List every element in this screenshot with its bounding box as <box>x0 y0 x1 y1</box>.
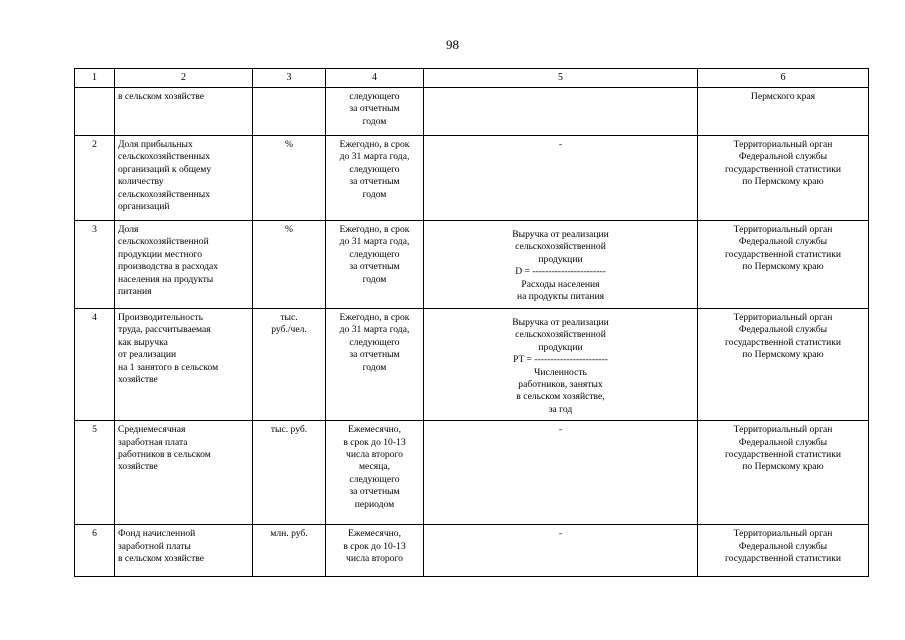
period-line: годом <box>362 361 387 373</box>
period-cell <box>326 309 424 421</box>
formula-line: продукции <box>538 253 583 265</box>
period-cell <box>326 421 424 525</box>
source-cell <box>698 525 869 577</box>
source-line: государственной статистики <box>724 336 842 348</box>
row-number-cell <box>75 88 115 136</box>
indicator-line: Доля прибыльных <box>118 139 193 150</box>
row-number-cell: 4 <box>75 309 115 421</box>
period-line: до 31 марта года, <box>339 324 410 336</box>
row-number-cell: 3 <box>75 221 115 309</box>
indicator-cell <box>115 525 253 577</box>
unit-line: % <box>285 224 293 235</box>
header-cell-5: 5 <box>424 69 698 88</box>
indicator-line: от реализации <box>118 349 177 361</box>
indicator-line: населения на продукты <box>118 273 214 285</box>
row-number-cell: 2 <box>75 136 115 221</box>
period-line: годом <box>362 188 387 200</box>
indicator-line: в сельском хозяйстве <box>118 91 204 102</box>
source-line: Территориальный орган <box>733 424 833 436</box>
source-line: по Пермскому краю <box>742 461 824 473</box>
period-line: за отчетным <box>349 261 400 273</box>
indicator-line: производства в расходах <box>118 261 219 273</box>
source-cell <box>698 421 869 525</box>
source-line: Федеральной службы <box>738 540 828 552</box>
period-cell <box>326 221 424 309</box>
formula-cell <box>424 88 698 136</box>
source-line: по Пермскому краю <box>742 176 824 188</box>
indicator-line: заработная плата <box>118 436 188 448</box>
period-line: в срок до 10-13 <box>343 540 406 552</box>
formula-line: Расходы населения <box>521 278 600 290</box>
indicator-line: количеству <box>118 176 164 188</box>
indicator-line: Среднемесячная <box>118 424 186 436</box>
period-line: следующего <box>349 91 400 102</box>
formula-line: Численность <box>534 366 587 378</box>
formula-cell <box>424 221 698 309</box>
indicator-table <box>74 68 869 577</box>
indicator-line: организаций <box>118 201 170 213</box>
formula-line: - <box>558 528 563 540</box>
formula-line: работников, занятых <box>518 379 603 391</box>
formula-line: в сельском хозяйстве, <box>516 391 605 403</box>
unit-cell <box>253 525 326 577</box>
unit-line: % <box>285 139 293 150</box>
period-line: до 31 марта года, <box>339 151 410 163</box>
source-line: по Пермскому краю <box>742 349 824 361</box>
unit-cell <box>253 221 326 309</box>
indicator-line: сельскохозяйственной <box>118 236 209 248</box>
source-line: государственной статистики <box>724 163 842 175</box>
indicator-line: на 1 занятого в сельском <box>118 361 219 373</box>
indicator-line: сельскохозяйственных <box>118 188 211 200</box>
header-cell-6: 6 <box>698 69 869 88</box>
indicator-line: хозяйстве <box>118 374 158 386</box>
period-line: следующего <box>349 336 400 348</box>
period-cell <box>326 88 424 136</box>
period-line: месяца, <box>358 461 391 473</box>
source-line: Территориальный орган <box>733 528 833 540</box>
period-line: за отчетным <box>349 176 400 188</box>
page-number: 98 <box>446 37 459 52</box>
indicator-line: сельскохозяйственных <box>118 151 211 163</box>
period-line: Ежегодно, в срок <box>339 312 410 323</box>
formula-cell <box>424 525 698 577</box>
unit-line: руб./чел. <box>271 324 307 336</box>
formula-line: продукции <box>538 341 583 353</box>
period-line: Ежемесячно, <box>347 528 401 540</box>
period-line: за отчетным <box>349 103 400 115</box>
period-line: за отчетным <box>349 349 400 361</box>
source-line: Федеральной службы <box>738 151 828 163</box>
formula-cell <box>424 136 698 221</box>
source-line: Территориальный орган <box>733 139 833 150</box>
period-line: до 31 марта года, <box>339 236 410 248</box>
indicator-cell <box>115 221 253 309</box>
indicator-line: Доля <box>118 224 139 235</box>
unit-cell <box>253 88 326 136</box>
unit-line: тыс. руб. <box>270 424 308 436</box>
indicator-line: Производительность <box>118 312 204 323</box>
period-line: за отчетным <box>349 486 400 498</box>
formula-line: на продукты питания <box>516 291 604 303</box>
source-cell <box>698 136 869 221</box>
formula-line: D = ----------------------- <box>515 266 606 278</box>
formula-line: PT = ----------------------- <box>513 354 608 366</box>
unit-line: млн. руб. <box>270 528 308 540</box>
source-line: государственной статистики <box>724 449 842 461</box>
period-line: следующего <box>349 163 400 175</box>
indicator-line: труда, рассчитываемая <box>118 324 211 336</box>
unit-cell <box>253 421 326 525</box>
source-line: Пермского края <box>750 91 816 102</box>
unit-line: тыс. <box>280 312 298 323</box>
indicator-line: питания <box>118 286 152 298</box>
table-row <box>75 525 869 577</box>
source-line: государственной статистики <box>724 248 842 260</box>
source-cell <box>698 88 869 136</box>
indicator-line: хозяйстве <box>118 461 158 473</box>
table-row <box>75 136 869 221</box>
indicator-cell <box>115 421 253 525</box>
header-cell-2: 2 <box>115 69 253 88</box>
table-row <box>75 309 869 421</box>
table-body <box>75 69 869 577</box>
indicator-line: в сельском хозяйстве <box>118 553 204 565</box>
header-cell-3: 3 <box>253 69 326 88</box>
unit-cell <box>253 136 326 221</box>
formula-line: - <box>558 139 563 150</box>
indicator-line: как выручка <box>118 336 168 348</box>
source-line: по Пермскому краю <box>742 261 824 273</box>
formula-line: за год <box>548 403 573 415</box>
table-row <box>75 88 869 136</box>
period-line: в срок до 10-13 <box>343 436 406 448</box>
indicator-line: работников в сельском <box>118 449 211 461</box>
formula-line: - <box>558 424 563 436</box>
source-line: Федеральной службы <box>738 324 828 336</box>
formula-line: сельскохозяйственной <box>515 241 606 253</box>
formula-line: Выручка от реализации <box>512 317 609 328</box>
indicator-line: заработной платы <box>118 540 191 552</box>
period-line: периодом <box>354 498 395 510</box>
formula-cell <box>424 309 698 421</box>
indicator-cell <box>115 136 253 221</box>
row-number-cell: 5 <box>75 421 115 525</box>
period-line: годом <box>362 273 387 285</box>
indicator-line: Фонд начисленной <box>118 528 196 540</box>
source-line: Федеральной службы <box>738 436 828 448</box>
header-cell-4: 4 <box>326 69 424 88</box>
table-row <box>75 421 869 525</box>
unit-cell <box>253 309 326 421</box>
indicator-cell <box>115 309 253 421</box>
indicator-cell <box>115 88 253 136</box>
period-line: числа второго <box>346 553 403 565</box>
period-line: числа второго <box>346 449 403 461</box>
period-line: Ежегодно, в срок <box>339 139 410 150</box>
row-number-cell: 6 <box>75 525 115 577</box>
formula-line: сельскохозяйственной <box>515 329 606 341</box>
source-line: Территориальный орган <box>733 312 833 323</box>
period-line: Ежегодно, в срок <box>339 224 410 235</box>
formula-line: Выручка от реализации <box>512 229 609 240</box>
period-line: следующего <box>349 248 400 260</box>
period-line: Ежемесячно, <box>347 424 401 436</box>
period-line: годом <box>362 115 387 127</box>
formula-cell <box>424 421 698 525</box>
table-header-row <box>75 69 869 88</box>
source-line: Территориальный орган <box>733 224 833 235</box>
period-cell <box>326 525 424 577</box>
source-line: Федеральной службы <box>738 236 828 248</box>
table-row <box>75 221 869 309</box>
source-cell <box>698 309 869 421</box>
period-line: следующего <box>349 473 400 485</box>
period-cell <box>326 136 424 221</box>
header-cell-1: 1 <box>75 69 115 88</box>
source-cell <box>698 221 869 309</box>
indicator-line: продукции местного <box>118 248 203 260</box>
indicator-line: организаций к общему <box>118 163 212 175</box>
source-line: государственной статистики <box>724 553 842 565</box>
